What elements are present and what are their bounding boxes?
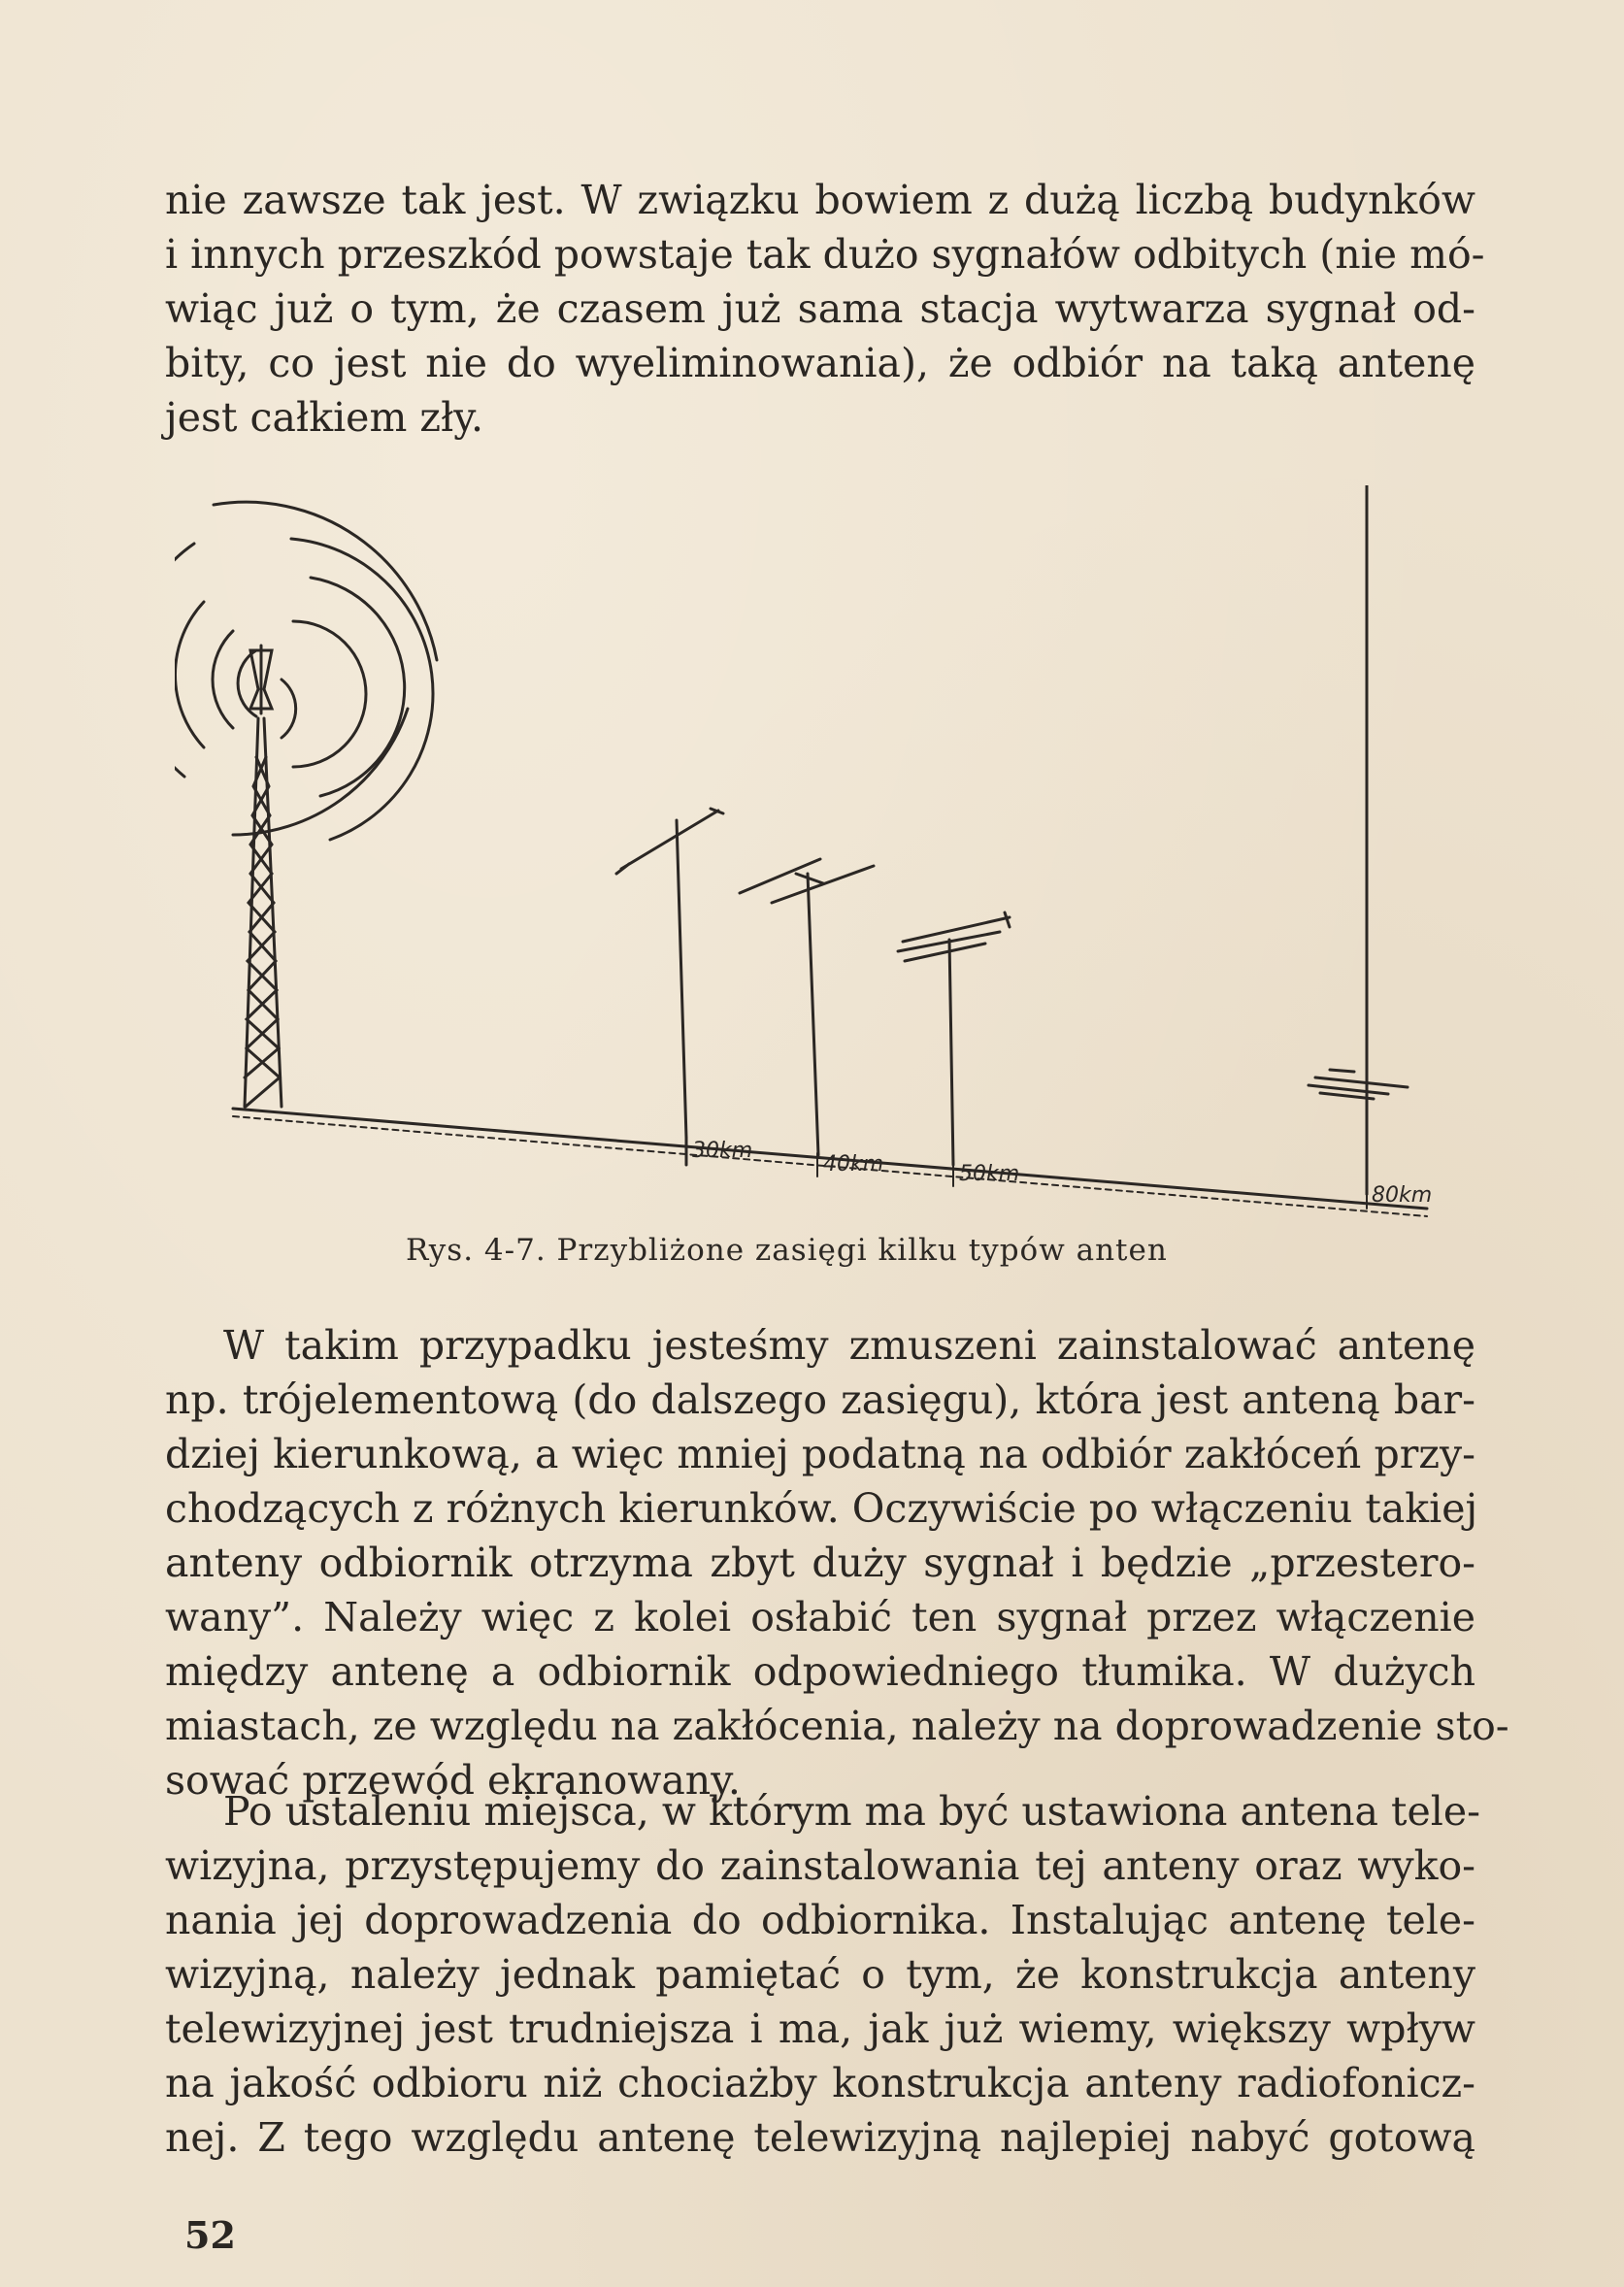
radio-waves-icon: [175, 502, 437, 840]
text-line: nie zawsze tak jest. W związku bowiem z dużą liczbą budynków: [165, 177, 1475, 223]
text-line: wany”. Należy więc z kolei osłabić ten sygnał przez włączenie: [165, 1594, 1475, 1641]
text-line: Po ustaleniu miejsca, w którym ma być ustawiona antena tele-: [223, 1788, 1480, 1835]
text-line: jest całkiem zły.: [165, 394, 483, 441]
text-line: nej. Z tego względu antenę telewizyjną najlepiej nabyć gotową: [165, 2114, 1475, 2161]
text-line: anteny odbiornik otrzyma zbyt duży sygnał i będzie „przestero-: [165, 1540, 1475, 1586]
text-line: wizyjna, przystępujemy do zainstalowania tej anteny oraz wyko-: [165, 1842, 1475, 1889]
distance-label: 30km: [692, 1139, 753, 1163]
text-line: np. trójelementową (do dalszego zasięgu), która jest anteną bar-: [165, 1376, 1475, 1423]
antenna-icon: [1309, 485, 1408, 1194]
text-line: i innych przeszkód powstaje tak dużo sygnałów odbitych (nie mó-: [165, 231, 1485, 278]
text-line: wizyjną, należy jednak pamiętać o tym, że konstrukcja anteny: [165, 1951, 1475, 1998]
text-line: W takim przypadku jesteśmy zmuszeni zainstalować antenę: [223, 1322, 1475, 1369]
middle-paragraph: [165, 1318, 1509, 1807]
text-line: telewizyjnej jest trudniejsza i ma, jak już wiemy, większy wpływ: [165, 2005, 1475, 2052]
distance-label: 80km: [1372, 1183, 1433, 1208]
text-line: dziej kierunkową, a więc mniej podatną na odbiór zakłóceń przy-: [165, 1431, 1475, 1477]
text-line: sować przewód ekranowany.: [165, 1757, 741, 1804]
distance-label: 50km: [959, 1162, 1020, 1186]
text-line: nania jej doprowadzenia do odbiornika. Instalując antenę tele-: [165, 1897, 1475, 1943]
text-line: na jakość odbioru niż chociażby konstrukcja anteny radiofonicz-: [165, 2060, 1475, 2106]
transmitter-tower-icon: [245, 646, 282, 1107]
antenna-icon: [740, 859, 874, 1155]
distance-label: 40km: [823, 1152, 884, 1177]
antenna-icon: [898, 912, 1010, 1165]
page-number: 52: [184, 2213, 236, 2257]
antenna-range-illustration: [175, 485, 1456, 1243]
text-line: wiąc już o tym, że czasem już sama stacja wytwarza sygnał od-: [165, 285, 1475, 332]
bottom-paragraph: [165, 1784, 1480, 2165]
text-line: miastach, ze względu na zakłócenia, należy na doprowadzenie sto-: [165, 1703, 1509, 1749]
text-line: między antenę a odbiornik odpowiedniego tłumika. W dużych: [165, 1648, 1475, 1695]
figure-caption: Rys. 4-7. Przybliżone zasięgi kilku typów anten: [406, 1233, 1168, 1268]
text-line: bity, co jest nie do wyeliminowania), że odbiór na taką antenę: [165, 340, 1475, 386]
text-line: chodzących z różnych kierunków. Oczywiście po włączeniu takiej: [165, 1485, 1478, 1532]
antenna-icon: [616, 809, 723, 1165]
top-paragraph: [165, 173, 1485, 445]
